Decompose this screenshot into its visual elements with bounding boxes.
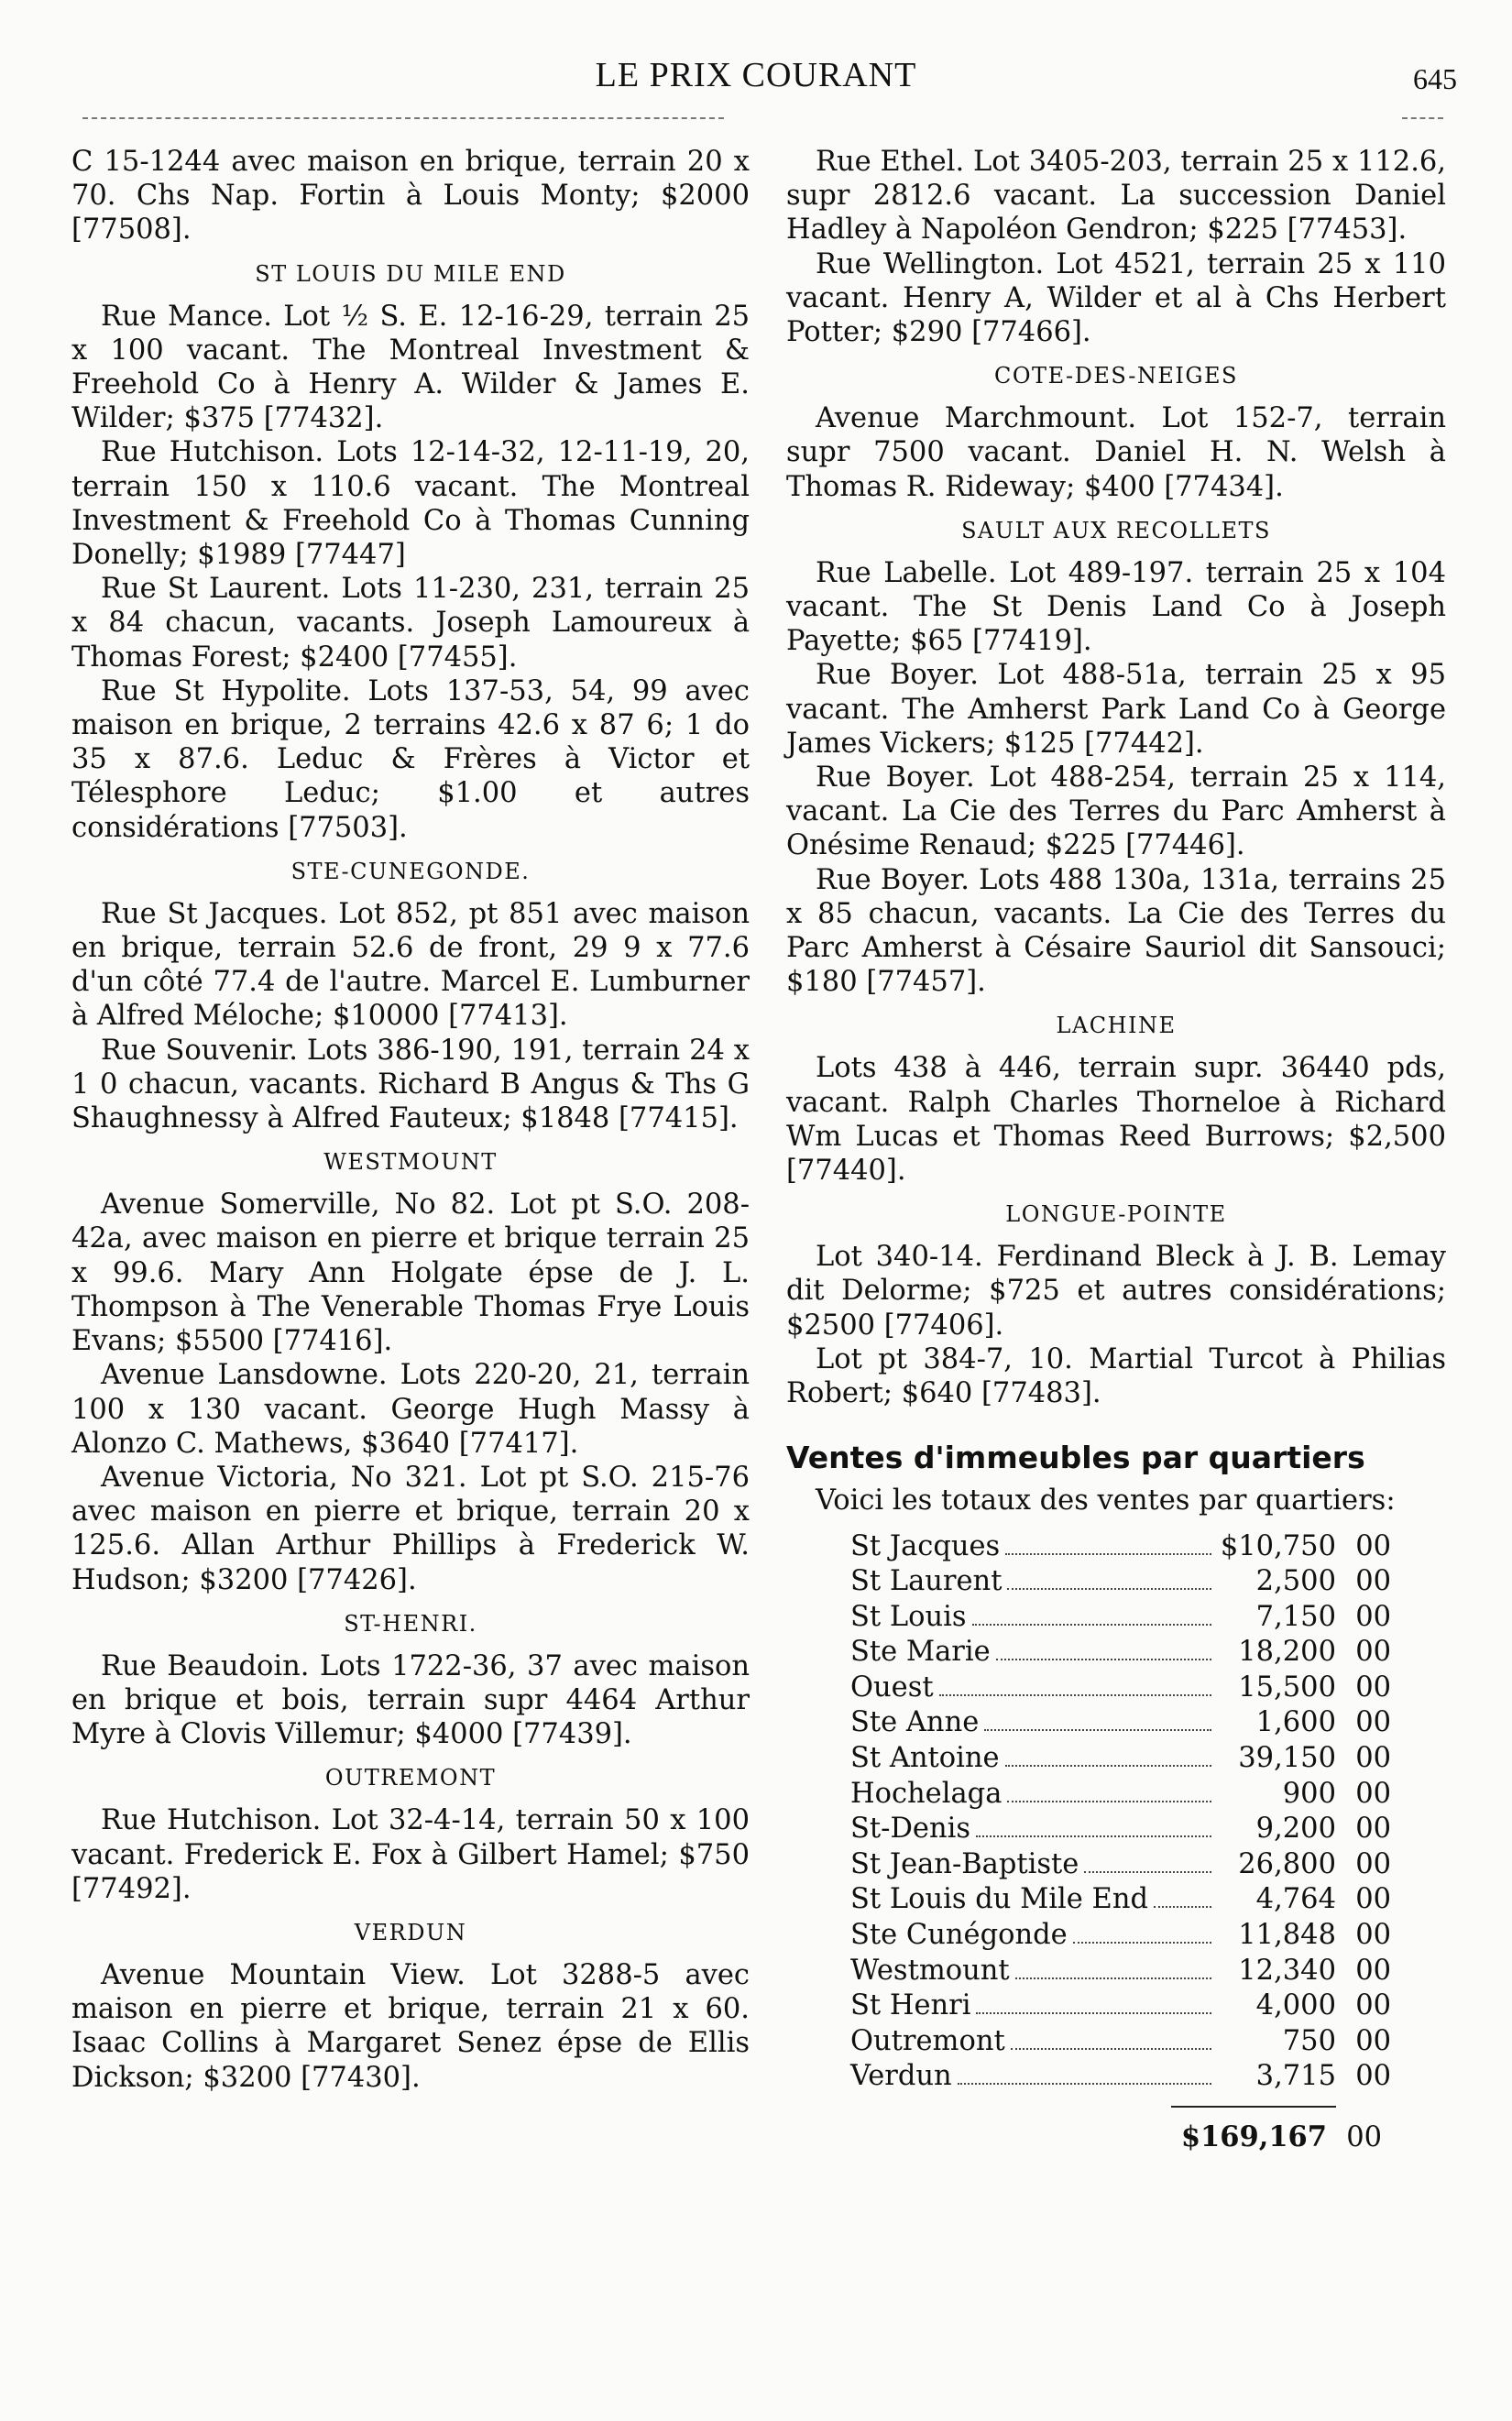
leader-dots: [996, 1659, 1211, 1660]
totals-row-amount: 750: [1282, 2024, 1336, 2057]
header-rule-right: [1402, 117, 1443, 119]
section-heading: ST LOUIS DU MILE END: [255, 260, 566, 287]
totals-row-amount: 3,715: [1255, 2060, 1336, 2093]
leader-dots: [1015, 1977, 1211, 1979]
totals-row-amount: 15,500: [1238, 1671, 1336, 1703]
totals-row-name: Ouest: [850, 1671, 934, 1703]
totals-row-name: St Jacques: [850, 1529, 1001, 1562]
listing-entry: Lot 340-14. Ferdinand Bleck à J. B. Lemay dit Delorme; $725 et autres considérations; $2500 [77406].: [786, 1241, 1446, 1342]
listing-entry: Rue St Jacques. Lot 852, pt 851 avec maison en brique, terrain 52.6 de front, 29 9 x 77.6 d'un côté 77.4 de l'autre. Marcel E. Lumburner à Alfred Méloche; $10000 [77413].: [71, 897, 750, 1033]
totals-row-cents: 00: [1355, 1671, 1391, 1703]
listing-entry: Lots 438 à 446, terrain supr. 36440 pds, vacant. Ralph Charles Thorneloe à Richard Wm Lucas et Thomas Reed Burrows; $2,500 [77440].: [786, 1052, 1446, 1188]
grand-total-row: [786, 2120, 1382, 2154]
listing-entry: Rue Hutchison. Lots 12-14-32, 12-11-19, 20, terrain 150 x 110.6 vacant. The Montreal Investment & Freehold Co à Thomas Cunning Donelly; $1989 [77447]: [71, 436, 750, 572]
totals-row-cents: 00: [1355, 1954, 1391, 1987]
totals-row-cents: 00: [1355, 1813, 1391, 1846]
totals-row-amount: 900: [1282, 1777, 1336, 1810]
grand-total-cents: 00: [1346, 2121, 1382, 2153]
listing-entry: Rue Boyer. Lot 488-51a, terrain 25 x 95 vacant. The Amherst Park Land Co à George James Vickers; $125 [77442].: [786, 659, 1446, 760]
totals-row-amount: 2,500: [1255, 1565, 1336, 1598]
totals-row-name: St Louis: [850, 1600, 967, 1633]
leader-dots: [976, 1835, 1211, 1837]
totals-row-amount: 26,800: [1238, 1847, 1336, 1880]
totals-row-amount: $10,750: [1220, 1529, 1336, 1562]
totals-row-name: Westmount: [850, 1954, 1010, 1987]
totals-intro: Voici les totaux des ventes par quartiers:: [816, 1484, 1396, 1517]
leader-dots: [1005, 1765, 1211, 1767]
running-title: LE PRIX COURANT: [595, 56, 917, 94]
totals-row-name: Ste Anne: [850, 1706, 980, 1739]
totals-row: [850, 1882, 1391, 1918]
totals-row-cents: 00: [1355, 1777, 1391, 1810]
listing-entry: C 15-1244 avec maison en brique, terrain 20 x 70. Chs Nap. Fortin à Louis Monty; $2000 [77508].: [71, 146, 750, 246]
totals-row: [850, 1988, 1391, 2024]
totals-row: [850, 1777, 1391, 1813]
totals-row-cents: 00: [1355, 1989, 1391, 2022]
total-rule: [1171, 2106, 1336, 2108]
leader-dots: [1007, 1588, 1211, 1590]
totals-row-name: St Antoine: [850, 1742, 1000, 1775]
totals-row: [850, 1529, 1391, 1565]
listing-entry: Avenue Lansdowne. Lots 220-20, 21, terrain 100 x 130 vacant. George Hugh Massy à Alonzo C. Mathews, $3640 [77417].: [71, 1359, 750, 1460]
totals-row-amount: 12,340: [1238, 1954, 1336, 1987]
totals-row: [850, 1705, 1391, 1741]
totals-row: [850, 1847, 1391, 1883]
listing-entry: Rue Souvenir. Lots 386-190, 191, terrain 24 x 1 0 chacun, vacants. Richard B Angus & Ths G Shaughnessy à Alfred Fauteux; $1848 [77415].: [71, 1034, 750, 1135]
totals-row-cents: 00: [1355, 1529, 1391, 1562]
leader-dots: [1073, 1942, 1211, 1944]
totals-row: [850, 1741, 1391, 1777]
totals-row-name: St Henri: [850, 1989, 971, 2022]
totals-row: [850, 2024, 1391, 2060]
header-rule-left: [82, 117, 724, 119]
listing-entry: Rue St Hypolite. Lots 137-53, 54, 99 avec maison en brique, 2 terrains 42.6 x 87 6; 1 do 35 x 87.6. Leduc & Frères à Victor et Télesphore Leduc; $1.00 et autres considérations [77503].: [71, 674, 750, 844]
leader-dots: [972, 1624, 1211, 1626]
listing-entry: Rue Hutchison. Lot 32-4-14, terrain 50 x 100 vacant. Frederick E. Fox à Gilbert Hamel; $750 [77492].: [71, 1804, 750, 1905]
totals-row-amount: 4,764: [1255, 1883, 1336, 1916]
section-heading: OUTREMONT: [324, 1765, 497, 1791]
totals-row-cents: 00: [1355, 1636, 1391, 1669]
listing-entry: Lot pt 384-7, 10. Martial Turcot à Philias Robert; $640 [77483].: [786, 1342, 1446, 1410]
totals-row-amount: 18,200: [1238, 1636, 1336, 1669]
totals-row: [850, 1564, 1391, 1600]
totals-row-name: St Louis du Mile End: [850, 1883, 1148, 1916]
totals-row: [850, 2059, 1391, 2095]
listing-entry: Avenue Somerville, No 82. Lot pt S.O. 208-42a, avec maison en pierre et brique terrain 25 x 99.6. Mary Ann Holgate épse de J. L. Thompson à The Venerable Thomas Frye Louis Evans; $5500 [77416].: [71, 1189, 750, 1358]
leader-dots: [1011, 2048, 1211, 2050]
totals-row-cents: 00: [1355, 1600, 1391, 1633]
grand-total-amount: $169,167: [1180, 2120, 1327, 2153]
leader-dots: [1005, 1553, 1211, 1555]
section-heading: SAULT AUX RECOLLETS: [961, 517, 1271, 543]
listing-entry: Avenue Victoria, No 321. Lot pt S.O. 215-76 avec maison en pierre et brique, terrain 20 x 125.6. Allan Arthur Phillips à Frederick W. Hudson; $3200 [77426].: [71, 1461, 750, 1596]
totals-row-name: Ste Cunégonde: [850, 1919, 1068, 1952]
totals-table: [850, 1529, 1391, 2096]
totals-row: [850, 1671, 1391, 1706]
totals-row-cents: 00: [1355, 1706, 1391, 1739]
totals-row-cents: 00: [1355, 1883, 1391, 1916]
leader-dots: [984, 1729, 1211, 1731]
section-heading: COTE-DES-NEIGES: [994, 363, 1238, 389]
left-column: [71, 145, 750, 2095]
leader-dots: [1007, 1801, 1211, 1802]
listing-entry: Rue Labelle. Lot 489-197. terrain 25 x 104 vacant. The St Denis Land Co à Joseph Payette; $65 [77419].: [786, 556, 1446, 658]
leader-dots: [958, 2083, 1211, 2085]
totals-row-cents: 00: [1355, 1742, 1391, 1775]
listing-entry: Rue Wellington. Lot 4521, terrain 25 x 110 vacant. Henry A, Wilder et al à Chs Herbert Potter; $290 [77466].: [786, 247, 1446, 349]
totals-row-name: St Jean-Baptiste: [850, 1847, 1079, 1880]
totals-row-name: Verdun: [850, 2060, 952, 2093]
section-heading: LACHINE: [1056, 1013, 1177, 1039]
listing-entry: Rue Ethel. Lot 3405-203, terrain 25 x 112.6, supr 2812.6 vacant. La succession Daniel Hadley à Napoléon Gendron; $225 [77453].: [786, 146, 1446, 246]
leader-dots: [1084, 1871, 1211, 1873]
totals-row-name: Outremont: [850, 2024, 1005, 2057]
totals-row-cents: 00: [1355, 2060, 1391, 2093]
section-heading: LONGUE-POINTE: [1005, 1201, 1227, 1228]
listing-entry: Avenue Mountain View. Lot 3288-5 avec maison en pierre et brique, terrain 21 x 60. Isaac Collins à Margaret Senez épse de Ellis Dickson; $3200 [77430].: [71, 1958, 750, 2094]
totals-row: [850, 1600, 1391, 1636]
totals-row: [850, 1635, 1391, 1671]
totals-row: [850, 1954, 1391, 1989]
leader-dots: [939, 1694, 1211, 1696]
totals-row-amount: 4,000: [1255, 1989, 1336, 2022]
totals-heading: Ventes d'immeubles par quartiers: [786, 1440, 1365, 1476]
totals-row-name: Ste Marie: [850, 1636, 991, 1669]
totals-row-cents: 00: [1355, 1847, 1391, 1880]
listing-entry: Rue Boyer. Lots 488 130a, 131a, terrains 25 x 85 chacun, vacants. La Cie des Terres du Parc Amherst à Césaire Sauriol dit Sansouci; $180 [77457].: [786, 863, 1446, 999]
totals-row-amount: 7,150: [1255, 1600, 1336, 1633]
section-heading: ST-HENRI.: [344, 1610, 477, 1637]
totals-row-amount: 1,600: [1255, 1706, 1336, 1739]
section-heading: WESTMOUNT: [323, 1149, 498, 1176]
totals-row-amount: 39,150: [1238, 1742, 1336, 1775]
section-heading: STE-CUNEGONDE.: [290, 858, 531, 884]
listing-entry: Avenue Marchmount. Lot 152-7, terrain supr 7500 vacant. Daniel H. N. Welsh à Thomas R. Rideway; $400 [77434].: [786, 402, 1446, 503]
totals-row: [850, 1918, 1391, 1954]
page-header: [0, 55, 1512, 110]
totals-row-name: Hochelaga: [850, 1777, 1003, 1810]
listing-entry: Rue Boyer. Lot 488-254, terrain 25 x 114, vacant. La Cie des Terres du Parc Amherst à Onésime Renaud; $225 [77446].: [786, 761, 1446, 862]
listing-entry: Rue Beaudoin. Lots 1722-36, 37 avec maison en brique et bois, terrain supr 4464 Arthur Myre à Clovis Villemur; $4000 [77439].: [71, 1649, 750, 1751]
listing-entry: Rue St Laurent. Lots 11-230, 231, terrain 25 x 84 chacun, vacants. Joseph Lamoureux à Thomas Forest; $2400 [77455].: [71, 573, 750, 674]
page-number: 645: [1413, 62, 1457, 95]
totals-row-cents: 00: [1355, 1565, 1391, 1598]
leader-dots: [1154, 1906, 1211, 1908]
totals-row-cents: 00: [1355, 1919, 1391, 1952]
totals-row-name: St Laurent: [850, 1565, 1003, 1598]
leader-dots: [976, 2012, 1211, 2014]
right-column: [786, 145, 1446, 2154]
totals-row-cents: 00: [1355, 2024, 1391, 2057]
totals-row-amount: 11,848: [1238, 1919, 1336, 1952]
totals-row-amount: 9,200: [1255, 1813, 1336, 1846]
totals-row-name: St-Denis: [850, 1813, 971, 1846]
section-heading: VERDUN: [354, 1919, 467, 1945]
listing-entry: Rue Mance. Lot ½ S. E. 12-16-29, terrain 25 x 100 vacant. The Montreal Investment & Freehold Co à Henry A. Wilder & James E. Wilder; $375 [77432].: [71, 300, 750, 435]
totals-row: [850, 1812, 1391, 1847]
